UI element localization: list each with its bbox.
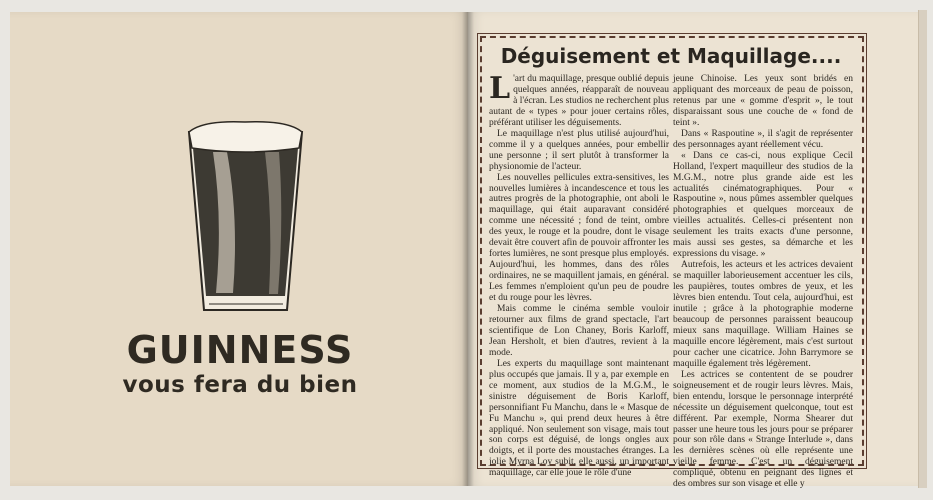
paragraph: Les nouvelles pellicules extra-sensitives, les nouvelles lumières à incandescence et tous les autres progrès de la photographie, ont aboli le maquillage, qui était auparavant considéré comme une nécessité ; fond de teint, ombre des yeux, le rouge et la poudre, dont le visage devait être couvert afin de pouvoir affronter les fortes lumières, ne sont presque plus employés. Aujourd'hui, les hommes, dans des rôles ordinaires, ne se maquillent jamais, en général. Les femmes n'emploient qu'un peu de poudre et du rouge pour les lèvres. <box>489 172 669 304</box>
guinness-logo-text: GUINNESS <box>126 328 354 372</box>
page-gutter <box>462 12 474 486</box>
beer-glass-illustration <box>183 118 308 318</box>
article-title: Déguisement et Maquillage.... <box>500 44 842 68</box>
paragraph: jeune Chinoise. Les yeux sont bridés en appliquant des morceaux de peau de poisson, retenus par une « gomme d'esprit », le tout disparaissant sous une couche de « fond de teint ». <box>673 74 853 128</box>
paragraph: Mais comme le cinéma semble vouloir retourner aux films de grand spectacle, l'art scientifique de Lon Chaney, Boris Karloff, Jean Hersholt, et bien d'autres, revient à la mode. <box>489 304 669 358</box>
drop-cap: L <box>489 71 511 106</box>
paragraph: Autrefois, les acteurs et les actrices devaient se maquiller laborieusement accentuer les cils, les paupières, toutes ombres de yeux, et les lèvres bien entendu. Tout cela, aujourd'hui, est inutile ; grâce à la photographie moderne beaucoup de personnes paraissent beaucoup mieux sans maquillage. William Haines se maquille encore légèrement, mais c'est surtout pour cacher une cicatrice. John Barrymore se maquille également très légèrement. <box>673 260 853 369</box>
paragraph: L 'art du maquillage, presque oublié depuis quelques années, réapparaît de nouveau à l'écran. Les studios ne recherchent plus autant de « types » pour jouer certains rôles, préférant utiliser les déguisements. <box>489 71 669 128</box>
page-edge <box>918 10 927 488</box>
paragraph: Dans « Raspoutine », il s'agit de représenter des personnages ayant réellement vécu. <box>673 128 853 150</box>
article-column-right <box>673 74 853 490</box>
article-column-left <box>489 71 669 479</box>
paragraph: Les actrices se contentent de se poudrer soigneusement et de rougir leurs lèvres. Mais, bien entendu, lorsque le personnage interprété nécessite un déguisement quelconque, tout est différent. Par exemple, Norma Shearer dut passer une heure tous les jours pour se préparer pour son rôle dans « Strange Interlude », dans les dernières scènes où elle représente une vieille femme. C'est un déguisement compliqué, obtenu en peignant des lignes et des ombres sur son visage et elle y <box>673 369 853 490</box>
paragraph: « Dans ce cas-ci, nous explique Cecil Holland, l'expert maquilleur des studios de la M.G.M., notre plus grande aide est les actualités cinématographiques. Pour « Raspoutine », nous pûmes assembler quelques photographies et quelques morceaux de vieilles actualités. Celles-ci présentent non seulement les traits exacts d'une personne, mais aussi ses gestes, sa démarche et les expressions du visage. » <box>673 150 853 260</box>
paragraph: Les experts du maquillage sont maintenant plus occupés que jamais. Il y a, par exemple en ce moment, aux studios de la M.G.M., le sinistre déguisement de Boris Karloff, personnifiant Fu Manchu, dans le « Masque de Fu Manchu », qui prend deux heures à être appliqué. Non seulement son visage, mais tout son corps est déguisé, de longs ongles aux doigts, et il porte des moustaches étranges. La jolie Myrna Loy subit, elle aussi, un important maquillage, car elle joue le rôle d'une <box>489 358 669 479</box>
paragraph: Le maquillage n'est plus utilisé aujourd'hui, comme il y a quelques années, pour embellir une personne ; il sert plutôt à transformer la physionomie de l'acteur. <box>489 128 669 172</box>
guinness-slogan: vous fera du bien <box>122 372 358 398</box>
